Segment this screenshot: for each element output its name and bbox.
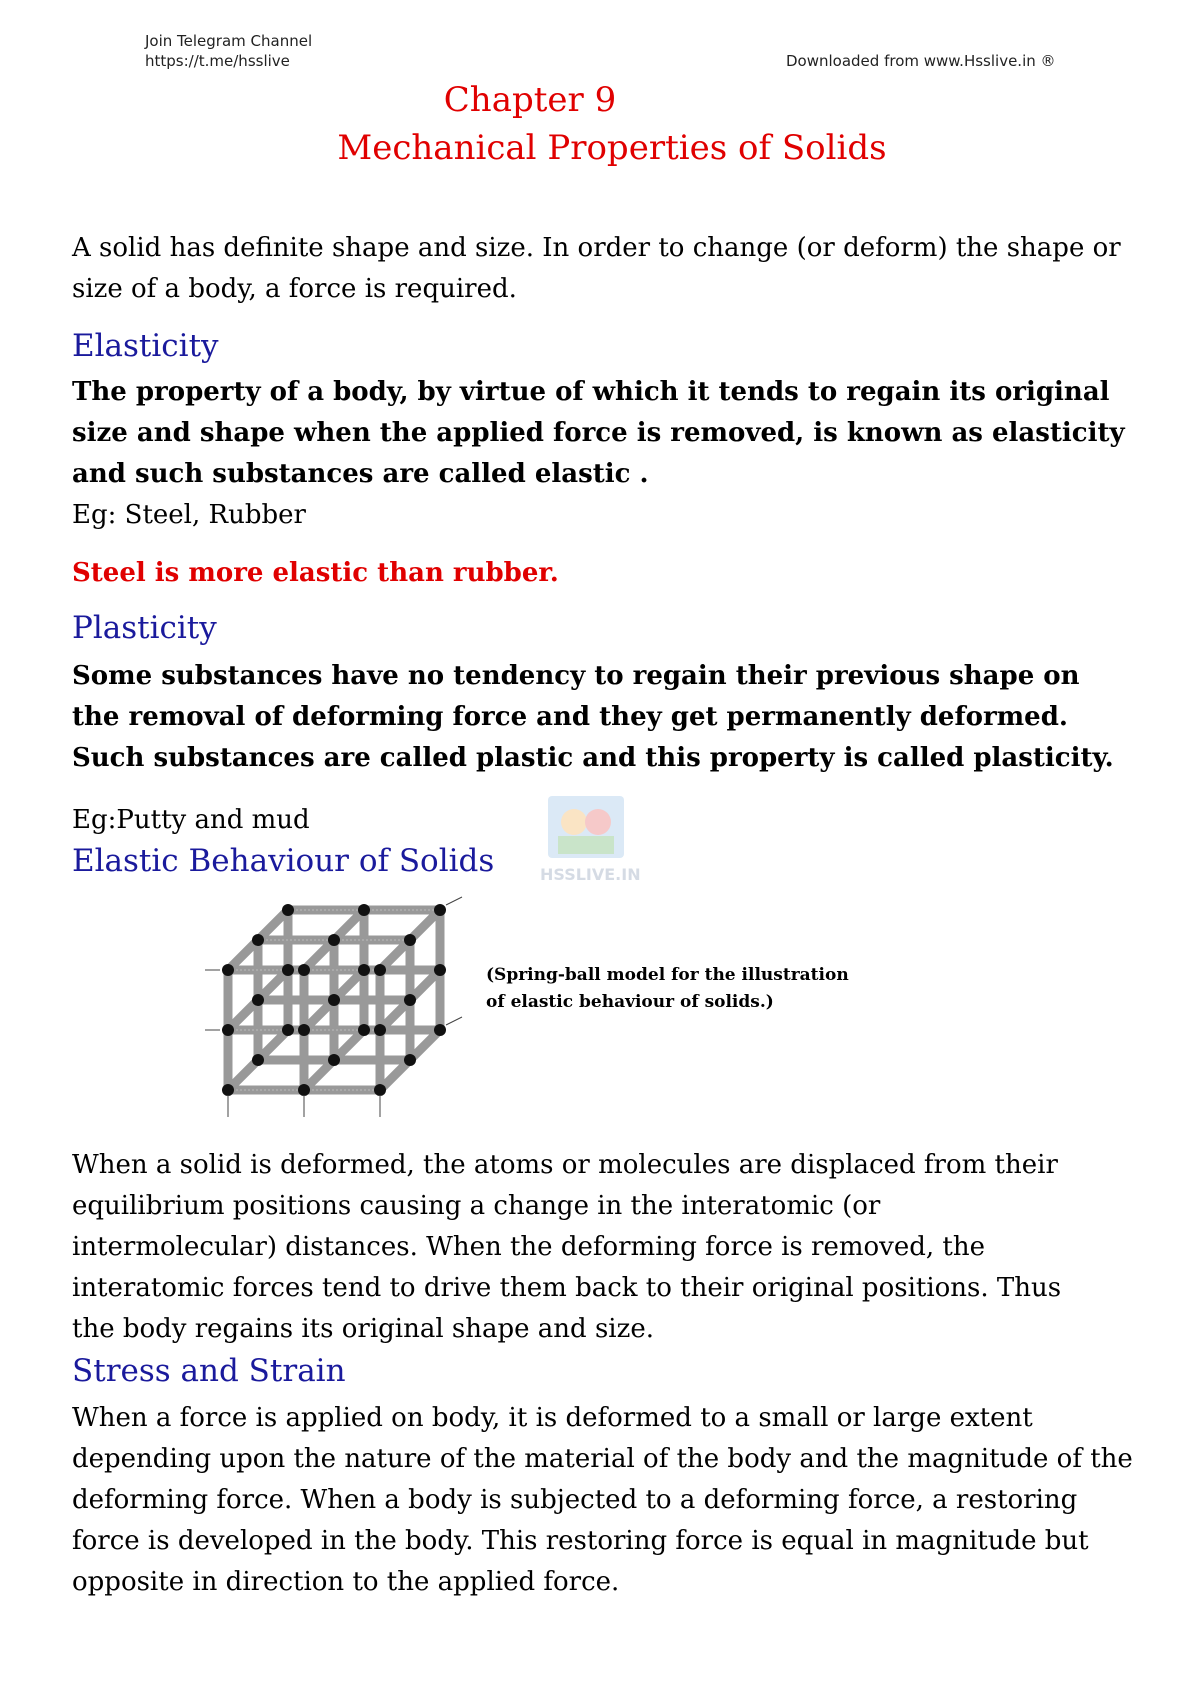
intro-paragraph: A solid has definite shape and size. In order to change (or deform) the shape or size of a body, a force is required. bbox=[72, 233, 1121, 304]
source-label: Downloaded from www.Hsslive.in ® bbox=[786, 52, 1056, 70]
elasticity-example: Eg: Steel, Rubber bbox=[72, 500, 306, 530]
caption-line-2: of elastic behaviour of solids.) bbox=[486, 992, 774, 1012]
telegram-label: Join Telegram Channel bbox=[145, 32, 313, 50]
diagram-caption bbox=[486, 962, 849, 1016]
elasticity-definition: The property of a body, by virtue of which it tends to regain its original size and shape when the applied force is removed, is known as elasticity and such substances are called elastic . bbox=[72, 377, 1125, 489]
watermark-logo-icon bbox=[538, 792, 648, 892]
plasticity-definition: Some substances have no tendency to regain their previous shape on the removal of deforming force and they get permanently deformed. Such substances are called plastic and this property is called plasticity. bbox=[72, 661, 1114, 773]
chapter-subtitle: Mechanical Properties of Solids bbox=[337, 128, 887, 168]
spring-ball-diagram bbox=[200, 895, 470, 1125]
watermark-text: HSSLIVE.IN bbox=[540, 865, 641, 884]
chapter-title: Chapter 9 bbox=[443, 80, 617, 120]
elastic-behaviour-paragraph: When a solid is deformed, the atoms or molecules are displaced from their equilibrium positions causing a change in the interatomic (or intermolecular) distances. When the deforming force is removed, the interatomic forces tend to drive them back to their original positions. Thus the body regains its original shape and size. bbox=[72, 1150, 1062, 1344]
elasticity-heading: Elasticity bbox=[72, 328, 219, 364]
elasticity-note: Steel is more elastic than rubber. bbox=[72, 558, 559, 588]
stress-strain-heading: Stress and Strain bbox=[72, 1353, 346, 1389]
spring-ball-model-figure bbox=[200, 895, 470, 1125]
hsslive-watermark bbox=[538, 792, 648, 892]
telegram-link[interactable]: https://t.me/hsslive bbox=[145, 52, 290, 70]
plasticity-example: Eg:Putty and mud bbox=[72, 805, 310, 835]
stress-strain-paragraph: When a force is applied on body, it is deformed to a small or large extent depending upon the nature of the material of the body and the magnitude of the deforming force. When a body is subjected to a deforming force, a restoring force is developed in the body. This restoring force is equal in magnitude but opposite in direction to the applied force. bbox=[72, 1403, 1133, 1597]
plasticity-heading: Plasticity bbox=[72, 610, 217, 646]
caption-line-1: (Spring-ball model for the illustration bbox=[486, 965, 849, 985]
elastic-behaviour-heading: Elastic Behaviour of Solids bbox=[72, 843, 495, 879]
